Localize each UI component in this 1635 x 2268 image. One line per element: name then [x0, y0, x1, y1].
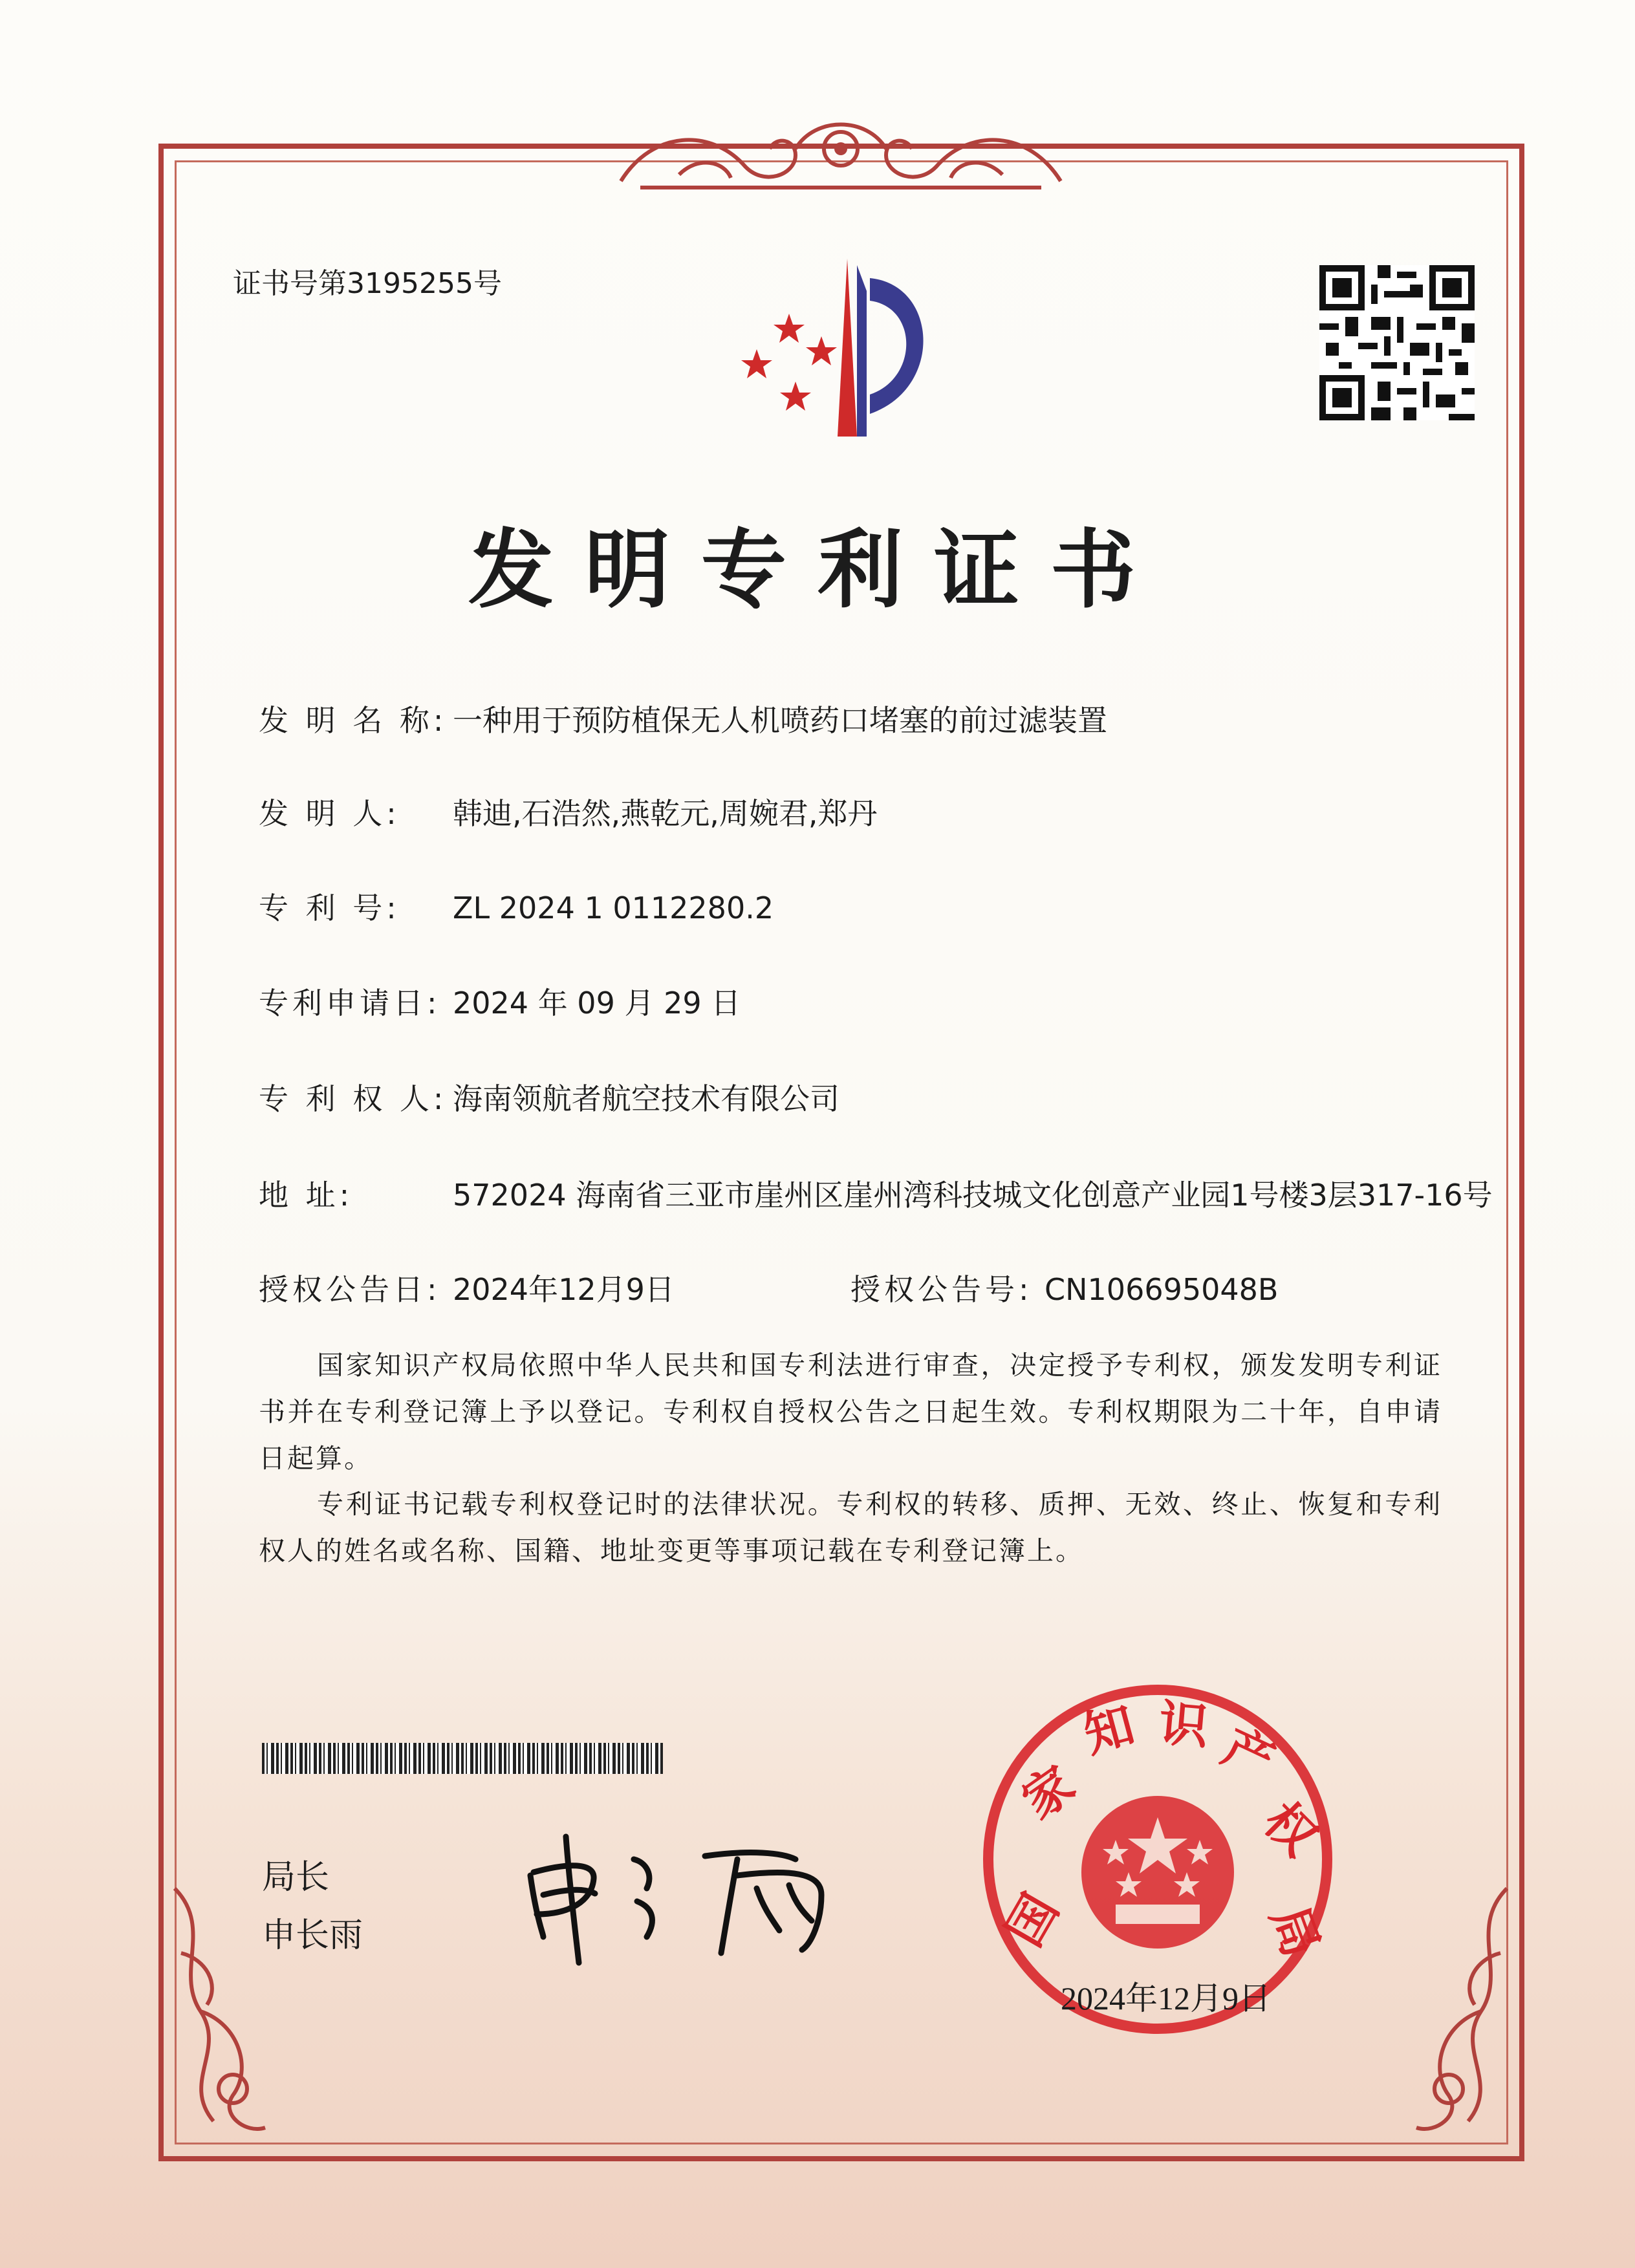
field-label: 专 利 号:	[259, 891, 400, 925]
field-value: 2024年12月9日	[453, 1272, 675, 1307]
svg-text:权: 权	[1253, 1791, 1328, 1867]
field-value: 一种用于预防植保无人机喷药口堵塞的前过滤装置	[453, 703, 1107, 738]
top-ornament	[601, 103, 1080, 200]
cnipa-logo	[724, 252, 970, 446]
svg-text:家: 家	[1012, 1755, 1085, 1830]
svg-text:局: 局	[1260, 1898, 1331, 1965]
field-label: 授权公告日:	[259, 1272, 441, 1307]
field-application-date	[259, 980, 741, 1025]
svg-text:产: 产	[1214, 1717, 1283, 1791]
field-label: 授权公告号:	[850, 1272, 1033, 1307]
field-value: 海南领航者航空技术有限公司	[453, 1081, 839, 1116]
field-value: 韩迪,石浩然,燕乾元,周婉君,郑丹	[453, 796, 878, 831]
field-grant-date	[259, 1266, 675, 1312]
field-label: 发 明 名 称:	[259, 703, 448, 738]
field-patentee	[259, 1075, 839, 1121]
field-label: 专利申请日:	[259, 986, 441, 1021]
field-label: 地 址:	[259, 1178, 354, 1213]
field-label: 发 明 人:	[259, 796, 400, 831]
field-value: 2024 年 09 月 29 日	[453, 986, 741, 1021]
svg-text:国: 国	[995, 1884, 1070, 1956]
field-announcement-number	[850, 1266, 1279, 1312]
signatory-title: 局长	[262, 1858, 330, 1897]
seal-date: 2024年12月9日	[1061, 1980, 1271, 2016]
field-patent-number	[259, 885, 774, 930]
field-address	[259, 1172, 1493, 1217]
legal-status-paragraph: 专利证书记载专利权登记时的法律状况。专利权的转移、质押、无效、终止、恢复和专利权人的姓名或名称、国籍、地址变更等事项记载在专利登记簿上。	[259, 1489, 1442, 1566]
svg-text:识: 识	[1156, 1694, 1211, 1756]
certificate-title: 发明专利证书	[468, 520, 1167, 620]
field-invention-name	[259, 697, 1107, 742]
certificate-number: 证书号第3195255号	[233, 267, 502, 300]
field-value: ZL 2024 1 0112280.2	[453, 891, 774, 925]
field-value: 572024 海南省三亚市崖州区崖州湾科技城文化创意产业园1号楼3层317-16号	[453, 1178, 1493, 1213]
corner-ornament-right	[1378, 1875, 1520, 2147]
barcode	[262, 1743, 663, 1774]
field-value: CN106695048B	[1045, 1272, 1279, 1307]
field-label: 专 利 权 人:	[259, 1081, 448, 1116]
handwritten-signature	[517, 1824, 880, 1966]
svg-text:知: 知	[1077, 1695, 1141, 1764]
qr-code	[1319, 265, 1475, 420]
field-inventors	[259, 790, 878, 836]
signatory-name: 申长雨	[262, 1916, 363, 1955]
statement-paragraph: 国家知识产权局依照中华人民共和国专利法进行审查，决定授予专利权，颁发发明专利证书并在专利登记簿上予以登记。专利权自授权公告之日起生效。专利权期限为二十年，自申请日起算。	[259, 1350, 1442, 1474]
